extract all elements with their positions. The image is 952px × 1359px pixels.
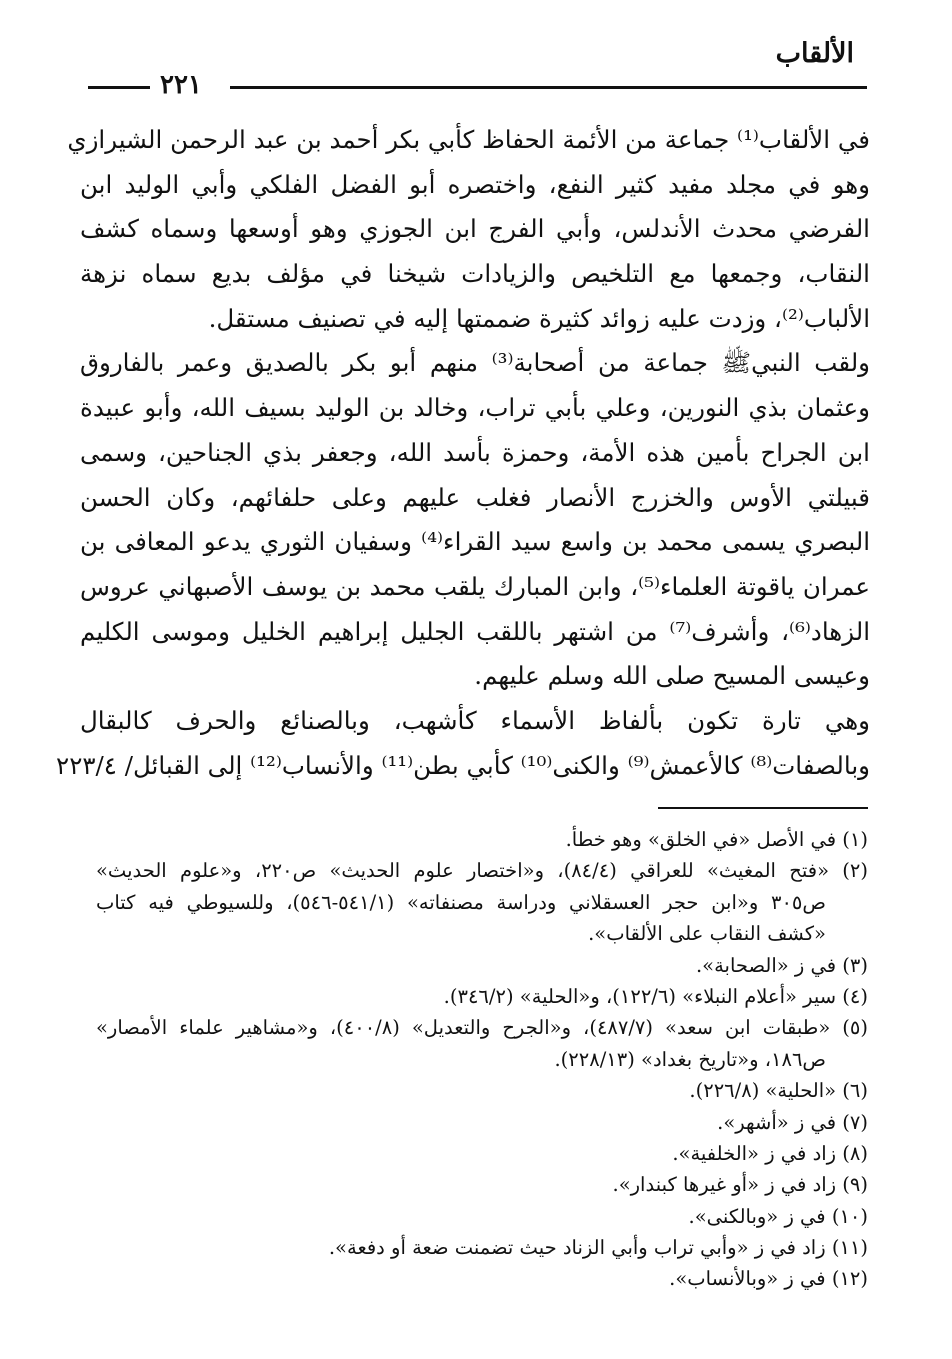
footnote-line: ص١٨٦، و«تاريخ بغداد» (٢٢٨/١٣). (554, 1047, 826, 1071)
header-rule-right (230, 86, 867, 89)
text-line: قبيلتي الأوس والخزرج الأنصار فغلب عليهم وعلى حلفائهم، وكان الحسن (80, 482, 870, 512)
text-line: الزهاد⁽⁶⁾، وأشرف⁽⁷⁾ من اشتهر باللقب الجليل إبراهيم الخليل وموسى الكليم (80, 616, 871, 646)
footnote-line: (٥) «طبقات ابن سعد» (٤٨٧/٧)، و«الجرح والتعديل» (٤٠٠/٨)، و«مشاهير علماء الأمصار» (96, 1016, 868, 1040)
page-number: ٢٢١ (160, 70, 202, 100)
text-line: البصري يسمى محمد بن واسع سيد القراء⁽⁴⁾ وسفيان الثوري يدعو المعافى بن (80, 527, 870, 557)
footnote-line: (٦) «الحلية» (٢٢٦/٨). (689, 1079, 868, 1103)
footnote-line: (١١) زاد في ز «وأبي تراب وأبي الزناد حيث تضمنت ضعة أو دفعة». (328, 1236, 868, 1260)
text-line: وبالصفات⁽⁸⁾ كالأعمش⁽⁹⁾ والكنى⁽¹⁰⁾ كأبي بطن⁽¹¹⁾ والأنساب⁽¹²⁾ إلى القبائل/ ٢٢٣/٤ (56, 750, 870, 780)
text-line: ولقب النبيﷺ جماعة من أصحابة⁽³⁾ منهم أبو بكر بالصديق وعمر بالفاروق (80, 348, 871, 378)
text-line: وعثمان بذي النورين، وعلي بأبي تراب، وخالد بن الوليد بسيف الله، وأبو عبيدة (80, 393, 870, 423)
text-line: الألباب⁽²⁾، وزدت عليه زوائد كثيرة ضممتها إليه في تصنيف مستقل. (208, 303, 870, 333)
footnote-line: (٣) في ز «الصحابة». (695, 953, 868, 977)
header-rule-left (88, 86, 150, 89)
footnote-line: ص٣٠٥ و«ابن حجر العسقلاني ودراسة مصنفاته» (٥٤١/١-٥٤٦)، وللسيوطي فيه كتاب (96, 890, 826, 914)
footnote-line: (٨) زاد في ز «الخلفية». (672, 1141, 868, 1165)
text-line: ابن الجراح بأمين هذه الأمة، وحمزة بأسد الله، وجعفر بذي الجناحين، وسمى (80, 437, 870, 467)
footnote-line: (٩) زاد في ز «أو غيرها كبندار». (612, 1173, 868, 1197)
footnote-line: (٧) في ز «أشهر». (717, 1110, 868, 1134)
footnote-line: (١٢) في ز «وبالأنساب». (669, 1267, 868, 1291)
footnote-line: (١٠) في ز «وبالكنى». (688, 1204, 868, 1228)
footnote-line: «كشف النقاب على الألقاب». (588, 922, 826, 946)
text-line: وهو في مجلد مفيد كثير النفع، واختصره أبو الفضل الفلكي وأبي الوليد ابن (80, 169, 870, 199)
main-text (56, 118, 871, 788)
footnote-separator (658, 807, 868, 809)
footnotes (96, 824, 868, 1295)
text-line: وهي تارة تكون بألفاظ الأسماء كأشهب، وبالصنائع والحرف كالبقال (80, 705, 870, 735)
text-line: النقاب، وجمعها مع التلخيص والزيادات شيخنا في مؤلف بديع سماه نزهة (80, 259, 870, 289)
text-line: وعيسى المسيح صلى الله وسلم عليهم. (474, 661, 870, 691)
footnote-line: (٤) سير «أعلام النبلاء» (١٢٢/٦)، و«الحلية» (٣٤٦/٢). (443, 984, 868, 1008)
running-title: الألقاب (775, 38, 854, 69)
text-line: في الألقاب⁽¹⁾ جماعة من الأئمة الحفاظ كأبي بكر أحمد بن عبد الرحمن الشيرازي (67, 125, 870, 154)
text-line: الفرضي محدث الأندلس، وأبي الفرج ابن الجوزي وهو أوسعها وسماه كشف (80, 214, 870, 244)
text-line: عمران ياقوتة العلماء⁽⁵⁾، وابن المبارك يلقب محمد بن يوسف الأصبهاني عروس (80, 571, 871, 601)
footnote-line: (٢) «فتح المغيث» للعراقي (٨٤/٤)، و«اختصار علوم الحديث» ص٢٢٠، و«علوم الحديث» (96, 859, 869, 883)
footnote-line: (١) في الأصل «في الخلق» وهو خطأ. (565, 828, 868, 851)
